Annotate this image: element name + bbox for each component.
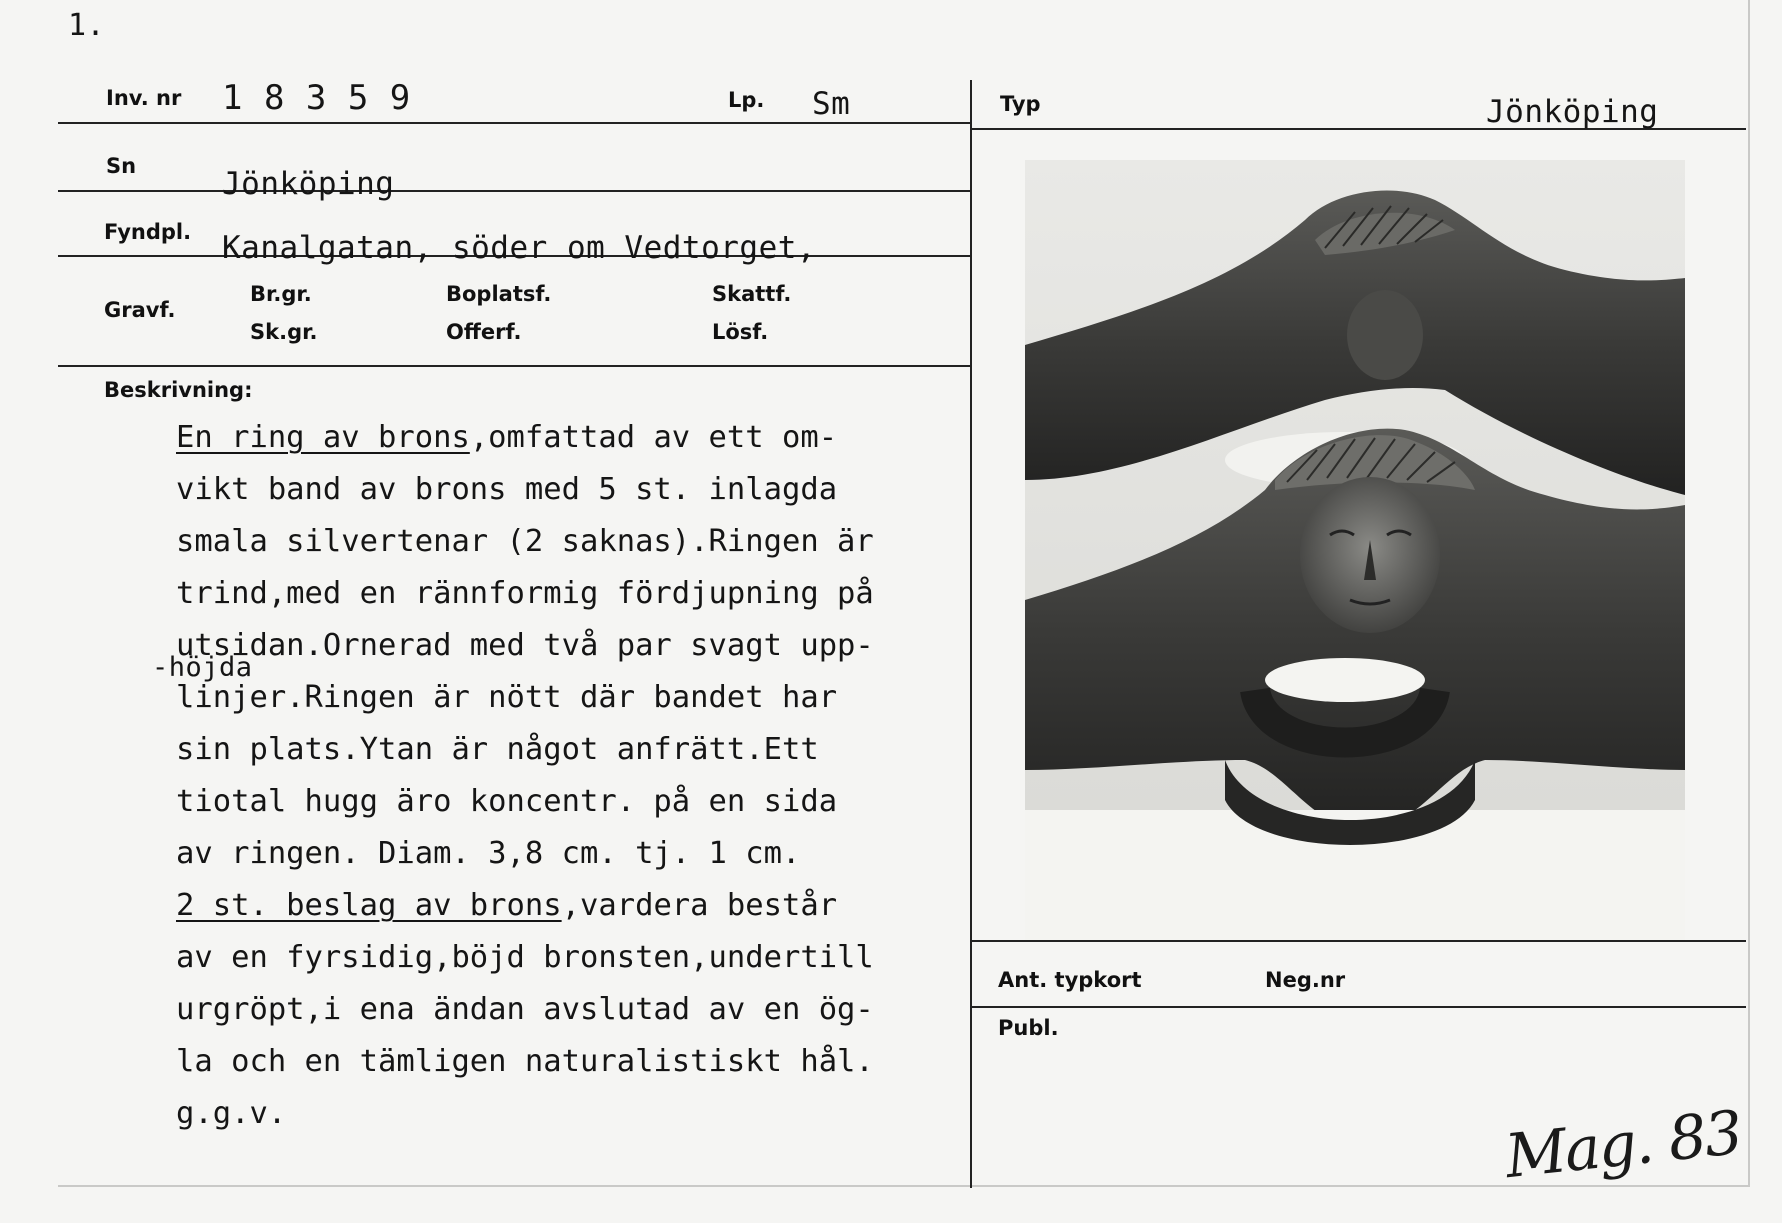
offerf-label: Offerf.	[446, 320, 522, 344]
gravf-label: Gravf.	[104, 298, 176, 322]
typ-label: Typ	[1000, 92, 1041, 116]
beskrivning-label: Beskrivning:	[104, 378, 253, 402]
lp-label: Lp.	[728, 88, 765, 112]
description-text-run: ,vardera består	[561, 888, 838, 923]
handwritten-note: Mag. 83	[1501, 1097, 1745, 1193]
description-line	[176, 880, 874, 932]
rule-ant-typkort	[970, 1006, 1746, 1008]
sn-label: Sn	[106, 154, 137, 178]
skattf-label: Skattf.	[712, 282, 792, 306]
neg-nr-label: Neg.nr	[1265, 968, 1346, 992]
column-divider	[970, 80, 972, 1188]
description-line	[176, 672, 874, 724]
description-text-run: urgröpt,i ena ändan avslutad av en ög-	[176, 992, 874, 1027]
description-text-run: av ringen. Diam. 3,8 cm. tj. 1 cm.	[176, 836, 801, 871]
inv-nr-value: 1 8 3 5 9	[222, 78, 411, 118]
sn-value: Jönköping	[222, 166, 395, 202]
description-text-run: tiotal hugg äro koncentr. på en sida	[176, 784, 838, 819]
card-number: 1.	[68, 8, 106, 43]
description-heading: 2 st. beslag av brons	[176, 888, 562, 923]
description-line	[176, 412, 874, 464]
description-line	[176, 1036, 874, 1088]
fyndpl-label: Fyndpl.	[104, 220, 192, 244]
description-line	[176, 568, 874, 620]
description-line	[176, 620, 874, 672]
description-line	[176, 828, 874, 880]
description-insertion: -höjda	[152, 652, 253, 683]
description-text-run: g.g.v.	[176, 1096, 287, 1131]
rule-photo-bottom	[970, 940, 1746, 942]
description-line	[176, 984, 874, 1036]
publ-label: Publ.	[998, 1016, 1059, 1040]
description-line	[176, 724, 874, 776]
description-text-run: sin plats.Ytan är något anfrätt.Ett	[176, 732, 819, 767]
rule-gravf	[58, 365, 970, 367]
description-text-run: trind,med en rännformig fördjupning på	[176, 576, 874, 611]
description-line	[176, 516, 874, 568]
description-text-run: la och en tämligen naturalistiskt hål.	[176, 1044, 874, 1079]
fyndpl-value: Kanalgatan, söder om Vedtorget,	[222, 230, 817, 266]
description-text-run: ,omfattad av ett om-	[469, 420, 838, 455]
br-gr-label: Br.gr.	[250, 282, 312, 306]
description-text-run: utsidan.Ornerad med två par svagt upp-	[176, 628, 874, 663]
description-line	[176, 776, 874, 828]
losf-label: Lösf.	[712, 320, 769, 344]
lp-value: Sm	[812, 86, 851, 122]
description-line	[176, 932, 874, 984]
description-line	[176, 1088, 874, 1140]
description-text-run: smala silvertenar (2 saknas).Ringen är	[176, 524, 874, 559]
rule-sn	[58, 190, 970, 192]
sk-gr-label: Sk.gr.	[250, 320, 318, 344]
description-heading: En ring av brons	[176, 420, 470, 455]
description-text-run: vikt band av brons med 5 st. inlagda	[176, 472, 838, 507]
ant-typkort-label: Ant. typkort	[998, 968, 1142, 992]
boplatsf-label: Boplatsf.	[446, 282, 552, 306]
description-line	[176, 464, 874, 516]
typ-value: Jönköping	[1486, 94, 1659, 130]
inv-nr-label: Inv. nr	[106, 86, 182, 110]
description-text-run: av en fyrsidig,böjd bronsten,undertill	[176, 940, 874, 975]
artifact-photo	[1025, 160, 1685, 940]
description-text	[176, 412, 874, 1140]
description-text-run: linjer.Ringen är nött där bandet har	[176, 680, 838, 715]
rule-header	[58, 122, 970, 124]
